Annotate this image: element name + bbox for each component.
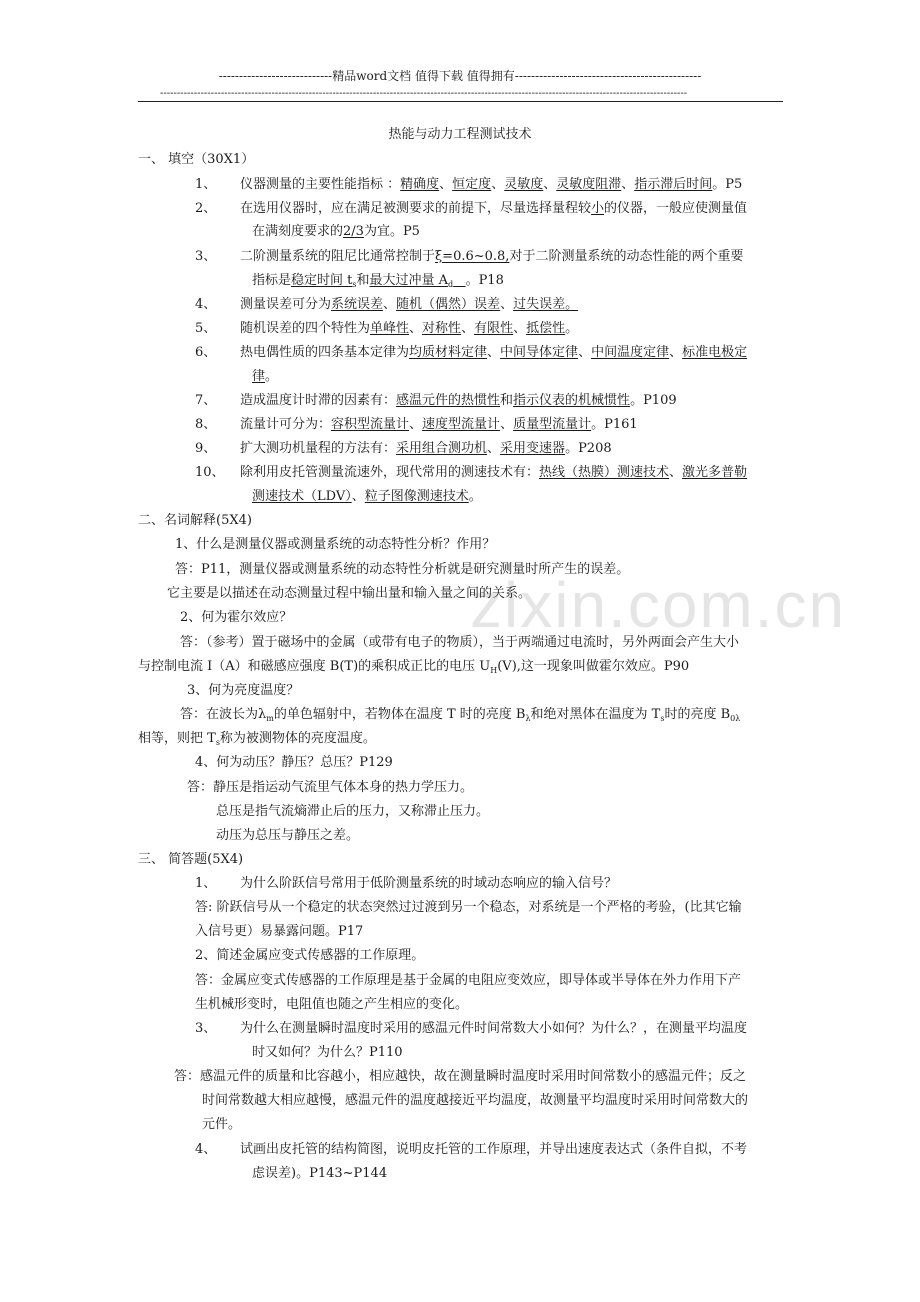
document-title: 热能与动力工程测试技术	[388, 127, 532, 142]
answer-text: 稳定时间 t	[291, 273, 353, 288]
item-number: 9、	[195, 441, 217, 456]
fill-item-7	[195, 393, 677, 409]
answer-4-line3: 动压为总压与静压之差。	[216, 828, 360, 843]
fill-item-6-line2	[252, 369, 278, 385]
item-number: 7、	[195, 393, 217, 408]
answer-3-line1	[180, 707, 740, 723]
subscript: H	[490, 666, 498, 675]
fill-item-10: 10、 除利用皮托管测量流速外，现代常用的测速技术有：热线（热膜）测速技术、激光多普勒	[195, 465, 748, 480]
answer: 标准电极定	[682, 345, 748, 360]
item-text: 和	[500, 393, 514, 408]
page-header-banner: ----------------------------精品word文档 值得下载 值得拥有----------------------------------------------	[218, 69, 702, 83]
item-number: 4、	[195, 1142, 217, 1157]
fill-item-3-line2	[252, 273, 504, 289]
fill-item-4: 4、 测量误差可分为系统误差、随机（偶然）误差、过失误差。	[195, 297, 579, 312]
answer-1-line1: 答：P11，测量仪器或测量系统的动态特性分析就是研究测量时所产生的误差。	[175, 562, 630, 577]
short-answer-2-line2: 生机械形变时，电阻值也随之产生相应的变化。	[195, 997, 469, 1012]
question-3: 3、何为亮度温度？	[187, 683, 300, 698]
short-answer-3-line2: 时间常数越大相应越慢，感温元件的温度越接近平均温度，故测量平均温度时采用时间常数大的	[202, 1093, 749, 1108]
answer: 采用变速器	[500, 441, 566, 456]
subscript: s	[215, 738, 220, 747]
section1-heading: 一、 填空（30X1）	[138, 152, 255, 167]
question-2: 2、何为霍尔效应？	[180, 610, 293, 625]
answer: 热线（热膜）测速技术	[539, 465, 670, 480]
fill-item-1: 1、 仪器测量的主要性能指标 ：精确度、恒定度、灵敏度、灵敏度阻滞、指示滞后时间。P5	[195, 177, 743, 192]
item-number: 1、	[195, 177, 217, 192]
short-question-1	[195, 876, 617, 892]
answer: 小	[591, 201, 605, 216]
answer-4-line1: 答：静压是指运动气流里气体本身的热力学压力。	[187, 780, 474, 795]
short-answer-1-line2: 入信号更）易暴露问题。P17	[195, 924, 364, 939]
fill-item-3	[195, 249, 743, 265]
item-text: 对于二阶测量系统的动态性能的两个重要	[509, 249, 744, 264]
item-number: 5、	[195, 321, 217, 336]
answer: 指示仪表的机械惯性	[513, 393, 631, 408]
answer-text: (V),这一现象叫做霍尔效应。P90	[497, 659, 690, 674]
answer: ξ=0.6~0.8,	[435, 249, 510, 264]
subscript: s	[660, 714, 665, 723]
item-text: 。P18	[465, 273, 504, 288]
short-question-3-line2: 时又如何？为什么？P110	[252, 1045, 403, 1060]
answer-2-line1: 答：（参考）置于磁场中的金属（或带有电子的物质），当于两端通过电流时，另外两面会产生大小	[180, 635, 740, 650]
question-4: 4、何为动压？静压？总压？P129	[195, 755, 393, 770]
item-text: 除利用皮托管测量流速外，现代常用的测速技术有：	[240, 465, 540, 480]
answer: 过失误差。	[513, 297, 579, 312]
short-answer-3-line3: 元件。	[202, 1117, 242, 1132]
answer: 律	[252, 369, 266, 384]
answer-4-line2: 总压是指气流熵滞止后的压力，又称滞止压力。	[216, 804, 490, 819]
item-text: 指标是	[252, 273, 292, 288]
subscript: m	[266, 714, 274, 723]
item-ref: 。P5	[712, 177, 743, 192]
header-dash-line: ------------------------------------------------------------------------------------------------------------------------------------------------------------	[160, 88, 688, 99]
answer: 单峰性	[370, 321, 410, 336]
answer-text: 的单色辐射中，若物体在温度 T 时的亮度 B	[273, 707, 526, 722]
answer: 灵敏度阻滞	[556, 177, 622, 192]
item-text: 为宜。P5	[363, 224, 420, 239]
item-ref: 。P208	[565, 441, 612, 456]
subscript: s	[352, 280, 357, 289]
fill-item-2-line2	[252, 224, 420, 240]
item-ref: 。	[565, 321, 579, 336]
fill-item-8: 8、 流量计可分为：容积型流量计、速度型流量计、质量型流量计。P161	[195, 417, 638, 432]
answer: 采用组合测功机	[396, 441, 488, 456]
answer-text: 和绝对黑体在温度为 T	[530, 707, 661, 722]
question-text: 试画出皮托管的结构简图，说明皮托管的工作原理，并导出速度表达式（条件自拟，不考	[240, 1142, 748, 1157]
item-text: 随机误差的四个特性为	[240, 321, 371, 336]
answer: 恒定度	[452, 177, 492, 192]
answer: 粒子图像测速技术	[364, 489, 469, 504]
short-question-3	[195, 1021, 747, 1037]
fill-item-10-line2: 测速技术（LDV）、粒子图像测速技术。	[252, 489, 482, 504]
answer: 中间温度定律	[591, 345, 670, 360]
item-text: 和	[356, 273, 370, 288]
answer-3-line2	[138, 731, 376, 747]
item-number: 4、	[195, 297, 217, 312]
subscript: 0λ	[730, 714, 741, 723]
answer: 测速技术（LDV）	[252, 489, 352, 504]
answer: 抵偿性	[526, 321, 566, 336]
answer-2-line2	[138, 659, 689, 675]
item-text: 在选用仪器时，应在满足被测要求的前提下，尽量选择量程较	[240, 201, 592, 216]
item-number: 3、	[195, 1021, 217, 1036]
short-question-4-line2: 虑误差)。P143~P144	[252, 1166, 388, 1181]
item-text: 流量计可分为：	[240, 417, 332, 432]
item-text: 扩大测功机量程的方法有：	[240, 441, 397, 456]
item-text: 测量误差可分为	[240, 297, 332, 312]
answer	[370, 273, 466, 288]
answer: 随机（偶然）误差	[396, 297, 501, 312]
item-text: 造成温度计时滞的因素有：	[240, 393, 397, 408]
item-text: 二阶测量系统的阻尼比通常控制于	[240, 249, 436, 264]
item-text: 。	[265, 369, 279, 384]
answer: 感温元件的热惯性	[396, 393, 501, 408]
item-number: 6、	[195, 345, 217, 360]
fill-item-5: 5、 随机误差的四个特性为单峰性、对称性、有限性、抵偿性。	[195, 321, 579, 336]
short-answer-1-line1: 答: 阶跃信号从一个稳定的状态突然过过渡到另一个稳态，对系统是一个严格的考验，(比其它输	[195, 900, 742, 915]
answer: 均质材料定律	[409, 345, 488, 360]
answer: 质量型流量计	[513, 417, 592, 432]
answer-text: 与控制电流 I（A）和磁感应强度 B(T)的乘积成正比的电压 U	[138, 659, 491, 674]
answer-text: 时的亮度 B	[664, 707, 731, 722]
item-text: 在满刻度要求的	[252, 224, 344, 239]
answer: 系统误差	[331, 297, 384, 312]
answer-text: 称为被测物体的亮度温度。	[219, 731, 376, 746]
question-text: 为什么在测量瞬时温度时采用的感温元件时间常数大小如何？为什么？，在测量平均温度	[240, 1021, 748, 1036]
answer: 指示滞后时间	[634, 177, 713, 192]
item-number: 1、	[195, 876, 217, 891]
subscript: λ	[525, 714, 531, 723]
item-text: 的仪器，一般应使测量值	[604, 201, 748, 216]
watermark: zixin.com.cn	[470, 569, 847, 641]
item-number: 2、	[195, 201, 217, 216]
answer-1-line2: 它主要是以描述在动态测量过程中输出量和输入量之间的关系。	[167, 586, 532, 601]
item-number: 10、	[195, 465, 225, 480]
answer-text: 最大过冲量 A	[369, 273, 449, 288]
fill-item-6: 6、 热电偶性质的四条基本定律为均质材料定律、中间导体定律、中间温度定律、标准电极定	[195, 345, 748, 360]
short-answer-3-line1: 答：感温元件的质量和比容越小，相应越快，故在测量瞬时温度时采用时间常数小的感温元件；反之	[174, 1069, 747, 1084]
item-number: 8、	[195, 417, 217, 432]
section2-heading: 二、名词解释(5X4)	[138, 513, 252, 528]
short-question-2: 2、简述金属应变式传感器的工作原理。	[195, 948, 425, 963]
answer-text: 答：在波长为λ	[180, 707, 267, 722]
answer: 速度型流量计	[422, 417, 501, 432]
subscript: d	[448, 280, 454, 289]
short-question-4	[195, 1142, 747, 1158]
answer: 精确度	[400, 177, 440, 192]
item-number: 3、	[195, 249, 217, 264]
item-text: 仪器测量的主要性能指标 ：	[240, 177, 401, 192]
short-answer-2-line1: 答：金属应变式传感器的工作原理是基于金属的电阻应变效应，即导体或半导体在外力作用下产	[195, 973, 742, 988]
answer: 2/3	[343, 224, 364, 239]
question-1: 1、什么是测量仪器或测量系统的动态特性分析？作用？	[175, 537, 496, 552]
item-ref: 。P161	[591, 417, 638, 432]
section3-heading: 三、 简答题(5X4)	[138, 852, 244, 867]
item-text: 。	[468, 489, 482, 504]
answer: 有限性	[474, 321, 514, 336]
answer: 中间导体定律	[500, 345, 579, 360]
question-text: 为什么阶跃信号常用于低阶测量系统的时域动态响应的输入信号？	[240, 876, 618, 891]
answer	[291, 273, 356, 288]
fill-item-9: 9、 扩大测功机量程的方法有：采用组合测功机、采用变速器。P208	[195, 441, 612, 456]
fill-item-2	[195, 201, 747, 217]
answer: 容积型流量计	[331, 417, 410, 432]
answer-text: 相等，则把 T	[138, 731, 216, 746]
answer: 激光多普勒	[682, 465, 748, 480]
item-ref: 。P109	[630, 393, 677, 408]
answer: 灵敏度	[504, 177, 544, 192]
header-rule	[138, 101, 783, 102]
answer: 对称性	[422, 321, 462, 336]
item-text: 热电偶性质的四条基本定律为	[240, 345, 410, 360]
